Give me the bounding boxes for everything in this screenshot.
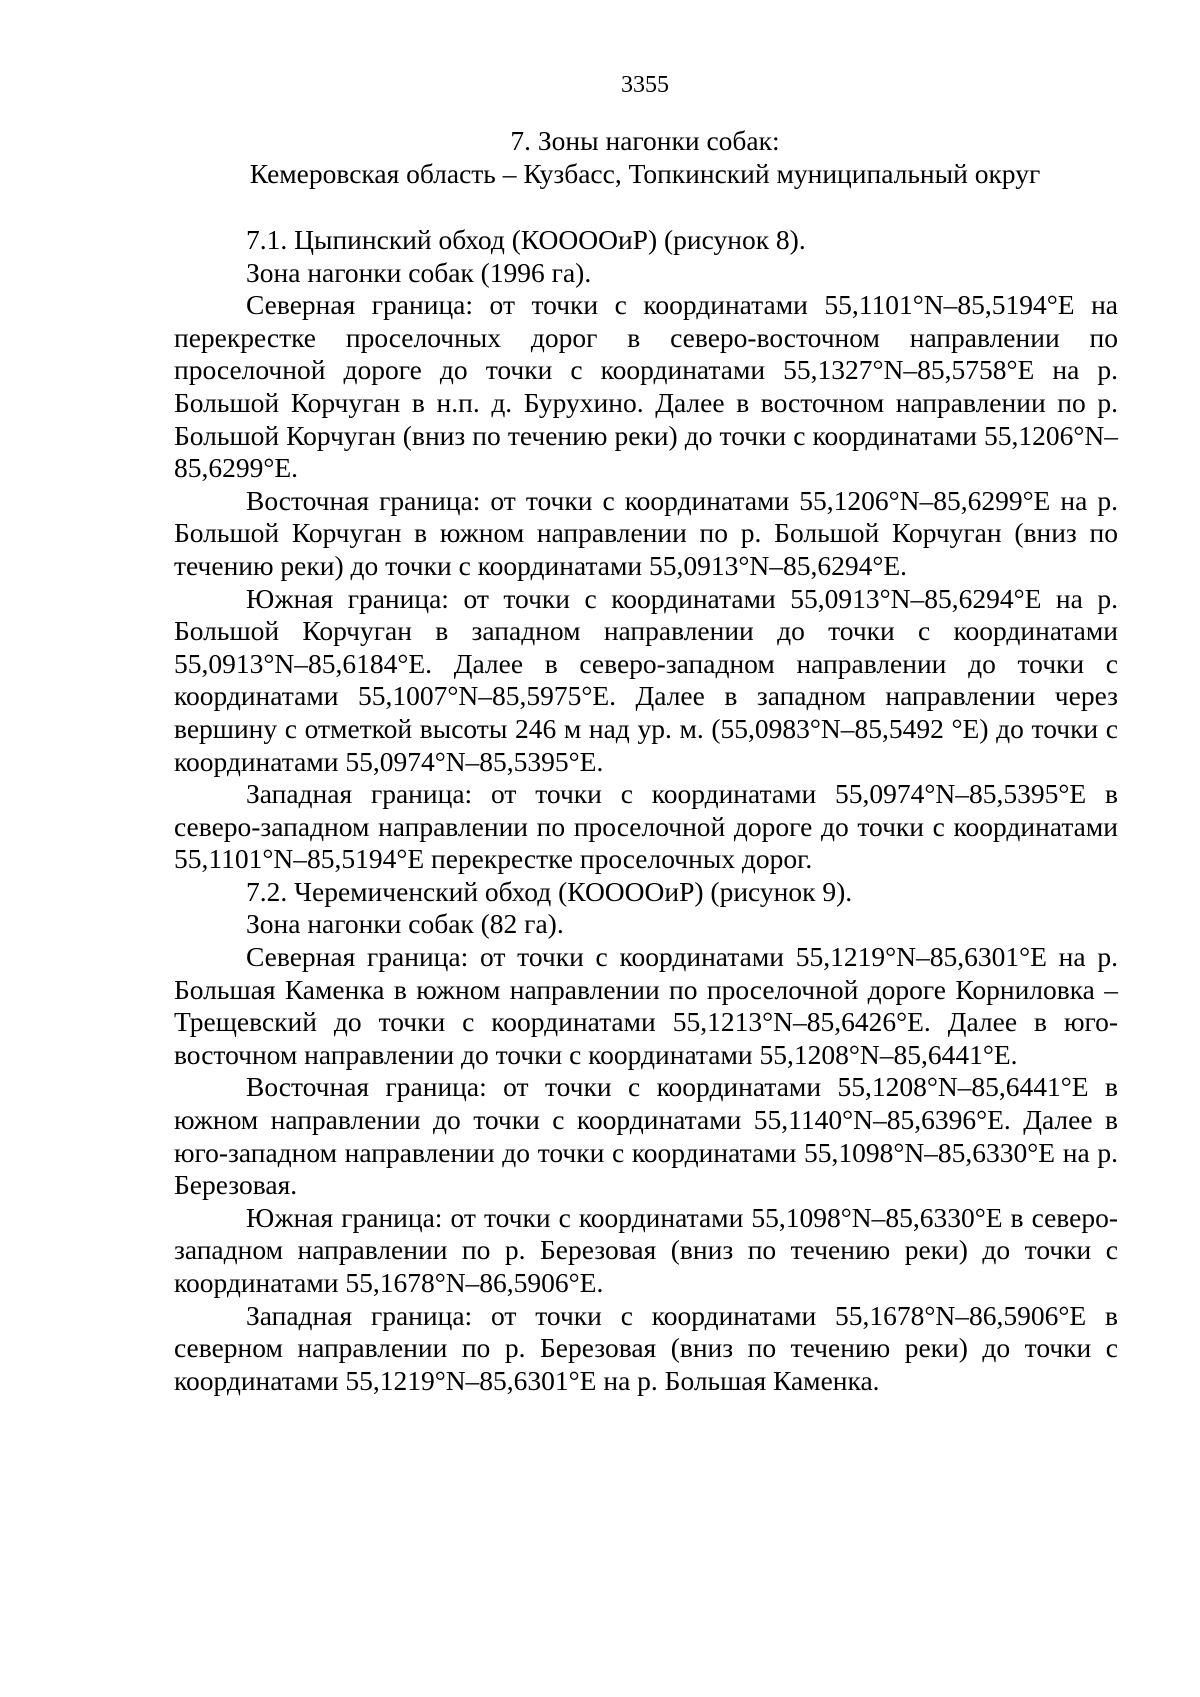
west-boundary-7-1: Западная граница: от точки с координатами 55,0974°N–85,5395°E в северо-западном направлении по проселочной дороге до точки с координатами 55,1101°N–85,5194°E перекрестке проселочных дорог. <box>174 778 1118 875</box>
body-text <box>174 224 1118 1397</box>
page-number: 3355 <box>621 72 669 98</box>
zone-area-7-2: Зона нагонки собак (82 га). <box>246 908 564 940</box>
subsection-title-7-2: 7.2. Черемиченский обход (КООООиР) (рисунок 9). <box>246 875 853 907</box>
subsection-title-7-1: 7.1. Цыпинский обход (КООООиР) (рисунок 8). <box>246 224 806 255</box>
section-heading <box>0 124 1200 190</box>
south-boundary-7-1: Южная граница: от точки с координатами 55,0913°N–85,6294°E на р. Большой Корчуган в западном направлении до точки с координатами 55,0913°N–85,6184°E. Далее в северо-западном направлении до точки с координатами 55,1007°N–85,5975°E. Далее в западном направлении через вершину с отметкой высоты 246 м над ур. м. (55,0983°N–85,5492 °E) до точки с координатами 55,0974°N–85,5395°E. <box>174 582 1118 777</box>
south-boundary-7-2: Южная граница: от точки с координатами 55,1098°N–85,6330°E в северо-западном направлении по р. Березовая (вниз по течению реки) до точки с координатами 55,1678°N–86,5906°E. <box>174 1201 1118 1298</box>
north-boundary-7-1: Северная граница: от точки с координатами 55,1101°N–85,5194°E на перекрестке проселочных дорог в северо-восточном направлении по проселочной дороге до точки с координатами 55,1327°N–85,5758°E на р. Большой Корчуган в н.п. д. Бурухино. Далее в восточном направлении по р. Большой Корчуган (вниз по течению реки) до точки с координатами 55,1206°N–85,6299°E. <box>174 289 1118 484</box>
zone-area-7-1: Зона нагонки собак (1996 га). <box>246 256 592 288</box>
section-title: 7. Зоны нагонки собак: <box>510 125 780 156</box>
east-boundary-7-1: Восточная граница: от точки с координатами 55,1206°N–85,6299°E на р. Большой Корчуган в южном направлении по р. Большой Корчуган (вниз по течению реки) до точки с координатами 55,0913°N–85,6294°E. <box>174 484 1118 581</box>
west-boundary-7-2: Западная граница: от точки с координатами 55,1678°N–86,5906°E в северном направлении по р. Березовая (вниз по течению реки) до точки с координатами 55,1219°N–85,6301°E на р. Большая Каменка. <box>174 1299 1118 1396</box>
north-boundary-7-2: Северная граница: от точки с координатами 55,1219°N–85,6301°E на р. Большая Каменка в южном направлении по проселочной дороге Корниловка – Трещевский до точки с координатами 55,1213°N–85,6426°E. Далее в юго-восточном направлении до точки с координатами 55,1208°N–85,6441°E. <box>174 941 1118 1070</box>
east-boundary-7-2: Восточная граница: от точки с координатами 55,1208°N–85,6441°E в южном направлении до точки с координатами 55,1140°N–85,6396°E. Далее в юго-западном направлении до точки с координатами 55,1098°N–85,6330°E на р. Березовая. <box>174 1071 1118 1201</box>
section-subtitle: Кемеровская область – Кузбасс, Топкинский муниципальный округ <box>249 158 1041 189</box>
